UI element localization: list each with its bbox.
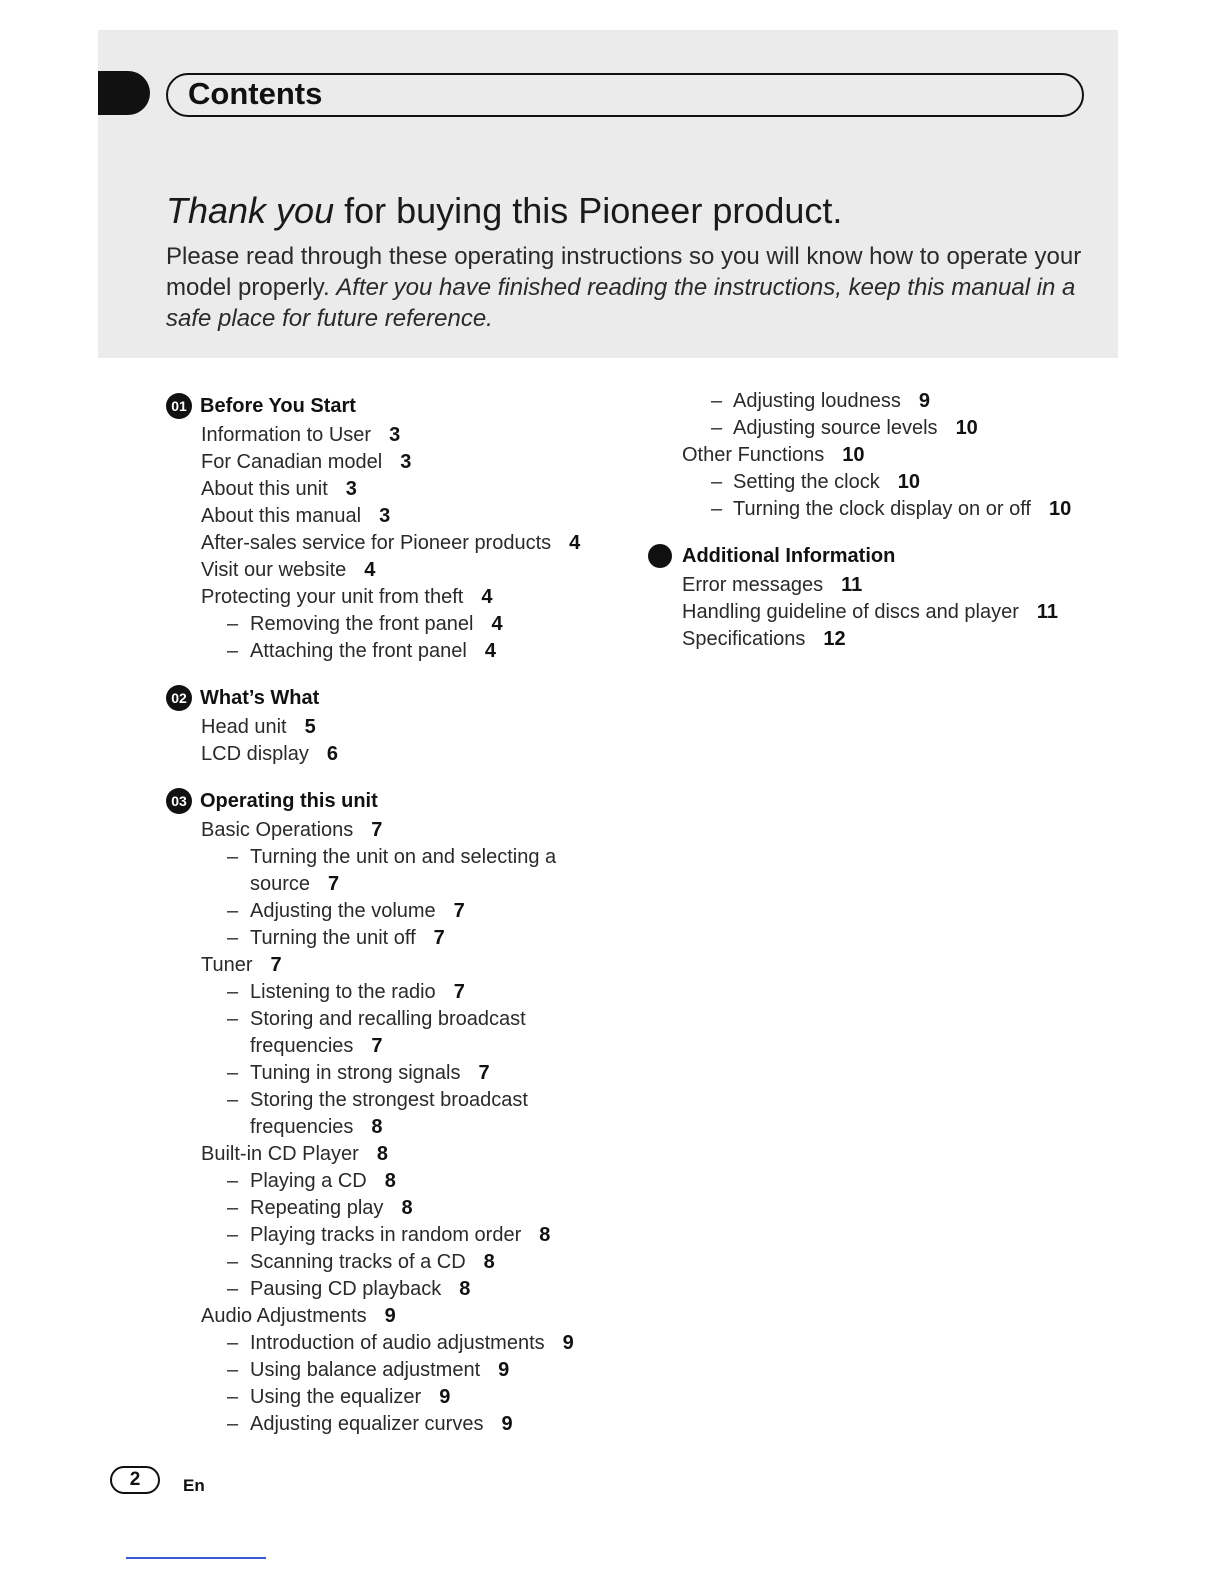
toc-entry[interactable] (648, 626, 1108, 653)
toc-entry-label: Tuner (201, 954, 253, 976)
dash-marker: – (227, 1278, 239, 1300)
toc-entry-label: Scanning tracks of a CD (250, 1251, 466, 1273)
dash-marker: – (227, 1359, 239, 1381)
toc-page-number: 4 (491, 613, 503, 635)
toc-entry[interactable] (648, 572, 1108, 599)
toc-page-number: 7 (270, 954, 282, 976)
dash-marker: – (227, 981, 239, 1003)
toc-entry-label: Storing the strongest broadcast (250, 1089, 528, 1111)
toc-page-number: 11 (1036, 601, 1059, 623)
toc-subentry[interactable] (166, 1411, 636, 1438)
toc-entry-label: Adjusting the volume (250, 900, 436, 922)
toc-entry-label: Tuning in strong signals (250, 1062, 461, 1084)
toc-entry[interactable] (166, 1303, 636, 1330)
section-title: What’s What (200, 686, 320, 709)
toc-page-number: 3 (400, 451, 412, 473)
toc-page-number: 9 (501, 1413, 513, 1435)
toc-subentry[interactable] (166, 1249, 636, 1276)
toc-entry-label: frequencies (250, 1035, 354, 1057)
toc-page-number: 3 (379, 505, 391, 527)
toc-page-number: 10 (1048, 498, 1072, 520)
toc-page-number: 7 (371, 1035, 383, 1057)
toc-entry-label: After-sales service for Pioneer products (201, 532, 552, 554)
toc-entry-label: Turning the unit off (250, 927, 416, 949)
page-number-badge (110, 1466, 160, 1494)
toc-entry-label: Removing the front panel (250, 613, 474, 635)
toc-page-number: 3 (389, 424, 401, 446)
toc-page-number: 7 (371, 819, 383, 841)
toc-entry-label: Setting the clock (733, 471, 880, 493)
toc-entry-label: Basic Operations (201, 819, 354, 841)
toc-subentry[interactable] (648, 415, 1108, 442)
toc-page-number: 12 (823, 628, 846, 650)
toc-subentry[interactable] (166, 1384, 636, 1411)
toc-right-column (648, 388, 1108, 653)
toc-page-number: 8 (376, 1143, 388, 1165)
toc-page-number: 9 (384, 1305, 396, 1327)
toc-page-number: 7 (453, 981, 465, 1003)
section-number-badge: 01 (166, 393, 192, 419)
toc-subentry[interactable] (166, 611, 636, 638)
dash-marker: – (227, 1089, 239, 1111)
toc-entry-label: Playing a CD (250, 1170, 367, 1192)
toc-page-number: 8 (371, 1116, 383, 1138)
toc-subentry[interactable] (648, 388, 1108, 415)
toc-subentry[interactable] (166, 1357, 636, 1384)
toc-entry-label: Error messages (682, 574, 824, 596)
toc-entry[interactable] (166, 503, 636, 530)
toc-entry-label: Handling guideline of discs and player (682, 601, 1019, 623)
toc-entry-label: LCD display (201, 743, 309, 765)
toc-page-number: 10 (897, 471, 920, 493)
toc-page-number: 4 (481, 586, 493, 608)
dash-marker: – (227, 1413, 239, 1435)
toc-entry[interactable] (166, 422, 636, 449)
toc-page-number: 4 (484, 640, 496, 662)
section-title: Operating this unit (200, 789, 378, 812)
section-heading-operating-this-unit[interactable] (166, 787, 636, 815)
toc-subentry[interactable] (166, 638, 636, 665)
toc-subentry[interactable] (166, 1087, 636, 1114)
dash-marker: – (227, 1224, 239, 1246)
toc-entry-label: Built-in CD Player (201, 1143, 359, 1165)
toc-entry[interactable] (648, 599, 1108, 626)
toc-page-number: 6 (326, 743, 338, 765)
intro-paragraph (166, 241, 1096, 334)
toc-subentry[interactable] (648, 469, 1108, 496)
section-title: Additional Information (682, 544, 896, 567)
toc-page-number: 9 (562, 1332, 574, 1354)
toc-page-number: 7 (453, 900, 465, 922)
toc-entry-label: Introduction of audio adjustments (250, 1332, 545, 1354)
toc-entry-label: Adjusting loudness (733, 390, 901, 412)
thank-you-heading (166, 188, 842, 234)
toc-entry-label: Other Functions (682, 444, 825, 466)
toc-page-number: 9 (498, 1359, 510, 1381)
toc-page-number: 7 (328, 873, 340, 895)
toc-entry-label: frequencies (250, 1116, 354, 1138)
dash-marker: – (227, 846, 239, 868)
toc-subentry-continuation[interactable] (166, 871, 636, 898)
toc-page-number: 9 (918, 390, 931, 412)
toc-subentry[interactable] (166, 1168, 636, 1195)
section-heading-additional-information[interactable] (648, 542, 1108, 570)
toc-entry[interactable] (648, 442, 1108, 469)
dash-marker: – (227, 1386, 239, 1408)
section-title: Before You Start (200, 394, 356, 417)
toc-page-number: 8 (539, 1224, 551, 1246)
toc-page-number: 5 (304, 716, 316, 738)
toc-subentry[interactable] (166, 1276, 636, 1303)
toc-subentry[interactable] (166, 925, 636, 952)
dash-marker: – (227, 613, 239, 635)
dash-marker: – (711, 390, 723, 412)
toc-subentry[interactable] (166, 1006, 636, 1033)
toc-entry-label: Pausing CD playback (250, 1278, 442, 1300)
toc-entry-label: Audio Adjustments (201, 1305, 367, 1327)
toc-entry-label: Specifications (682, 628, 806, 650)
toc-subentry[interactable] (166, 1195, 636, 1222)
toc-entry[interactable] (166, 476, 636, 503)
toc-page-number: 8 (401, 1197, 413, 1219)
page-number: 2 (129, 1469, 141, 1490)
thank-you-italic: Thank you (166, 190, 335, 231)
toc-entry-label: About this manual (201, 505, 362, 527)
section-heading-before-you-start[interactable] (166, 392, 636, 420)
dash-marker: – (227, 1062, 239, 1084)
toc-subentry[interactable] (166, 1060, 636, 1087)
thank-you-rest: for buying this Pioneer product. (334, 190, 843, 231)
section-number-badge: 03 (166, 788, 192, 814)
intro-plain: Please read through these operating instructions so you will know how to operate your model properly. (166, 243, 1082, 301)
toc-subentry[interactable] (166, 844, 636, 871)
toc-subentry[interactable] (166, 1330, 636, 1357)
toc-page-number: 11 (841, 574, 863, 596)
toc-entry-label: Head unit (201, 716, 287, 738)
section-number-badge: 02 (166, 685, 192, 711)
toc-entry[interactable] (166, 530, 636, 557)
toc-entry-label: Turning the unit on and selecting a (250, 846, 557, 868)
toc-entry-label: Turning the clock display on or off (733, 498, 1031, 520)
toc-entry-label: Visit our website (201, 559, 347, 581)
toc-page-number: 7 (478, 1062, 490, 1084)
toc-page-number: 10 (842, 444, 865, 466)
dash-marker: – (711, 498, 723, 520)
toc-subentry[interactable] (166, 898, 636, 925)
header-tab-mark (98, 71, 150, 115)
toc-entry-label: Protecting your unit from theft (201, 586, 464, 608)
toc-entry[interactable] (166, 714, 636, 741)
toc-page-number: 7 (433, 927, 445, 949)
toc-page-number: 4 (364, 559, 376, 581)
toc-entry[interactable] (166, 557, 636, 584)
page-title: Contents (188, 76, 323, 111)
toc-entry-label: Using balance adjustment (250, 1359, 481, 1381)
dash-marker: – (711, 417, 723, 439)
toc-subentry[interactable] (166, 979, 636, 1006)
dash-marker: – (227, 1251, 239, 1273)
dash-marker: – (227, 640, 239, 662)
toc-left-column (166, 392, 636, 1438)
toc-entry[interactable] (166, 741, 636, 768)
intro-italic: After you have finished reading the instructions, keep this manual in a safe place for future reference. (166, 274, 1076, 332)
toc-page-number: 4 (569, 532, 581, 554)
dash-marker: – (227, 927, 239, 949)
toc-subentry-continuation[interactable] (166, 1033, 636, 1060)
toc-entry-label: Adjusting equalizer curves (250, 1413, 484, 1435)
toc-entry[interactable] (166, 817, 636, 844)
toc-entry-label: Using the equalizer (250, 1386, 422, 1408)
dash-marker: – (227, 1170, 239, 1192)
toc-page-number: 10 (955, 417, 978, 439)
toc-entry[interactable] (166, 952, 636, 979)
dash-marker: – (227, 900, 239, 922)
bottom-rule (126, 1557, 266, 1559)
toc-page-number: 9 (439, 1386, 451, 1408)
toc-subentry-continuation[interactable] (166, 1114, 636, 1141)
toc-entry-label: About this unit (201, 478, 328, 500)
toc-entry-label: Listening to the radio (250, 981, 436, 1003)
section-heading-whats-what[interactable] (166, 684, 636, 712)
toc-entry[interactable] (166, 584, 636, 611)
toc-entry-label: Attaching the front panel (250, 640, 467, 662)
toc-entry[interactable] (166, 1141, 636, 1168)
toc-entry-label: Adjusting source levels (733, 417, 938, 439)
toc-subentry[interactable] (166, 1222, 636, 1249)
toc-page-number: 3 (345, 478, 357, 500)
toc-entry-label: Playing tracks in random order (250, 1224, 522, 1246)
toc-entry-label: Repeating play (250, 1197, 384, 1219)
section-bullet-icon (648, 544, 672, 568)
toc-entry[interactable] (166, 449, 636, 476)
toc-page-number: 8 (459, 1278, 471, 1300)
dash-marker: – (227, 1197, 239, 1219)
dash-marker: – (711, 471, 723, 493)
dash-marker: – (227, 1332, 239, 1354)
toc-entry-label: Information to User (201, 424, 372, 446)
toc-subentry[interactable] (648, 496, 1108, 523)
toc-entry-label: For Canadian model (201, 451, 383, 473)
toc-page-number: 8 (483, 1251, 495, 1273)
language-code: En (183, 1476, 205, 1495)
dash-marker: – (227, 1008, 239, 1030)
toc-entry-label: source (250, 873, 311, 895)
toc-entry-label: Storing and recalling broadcast (250, 1008, 526, 1030)
toc-page-number: 8 (384, 1170, 396, 1192)
